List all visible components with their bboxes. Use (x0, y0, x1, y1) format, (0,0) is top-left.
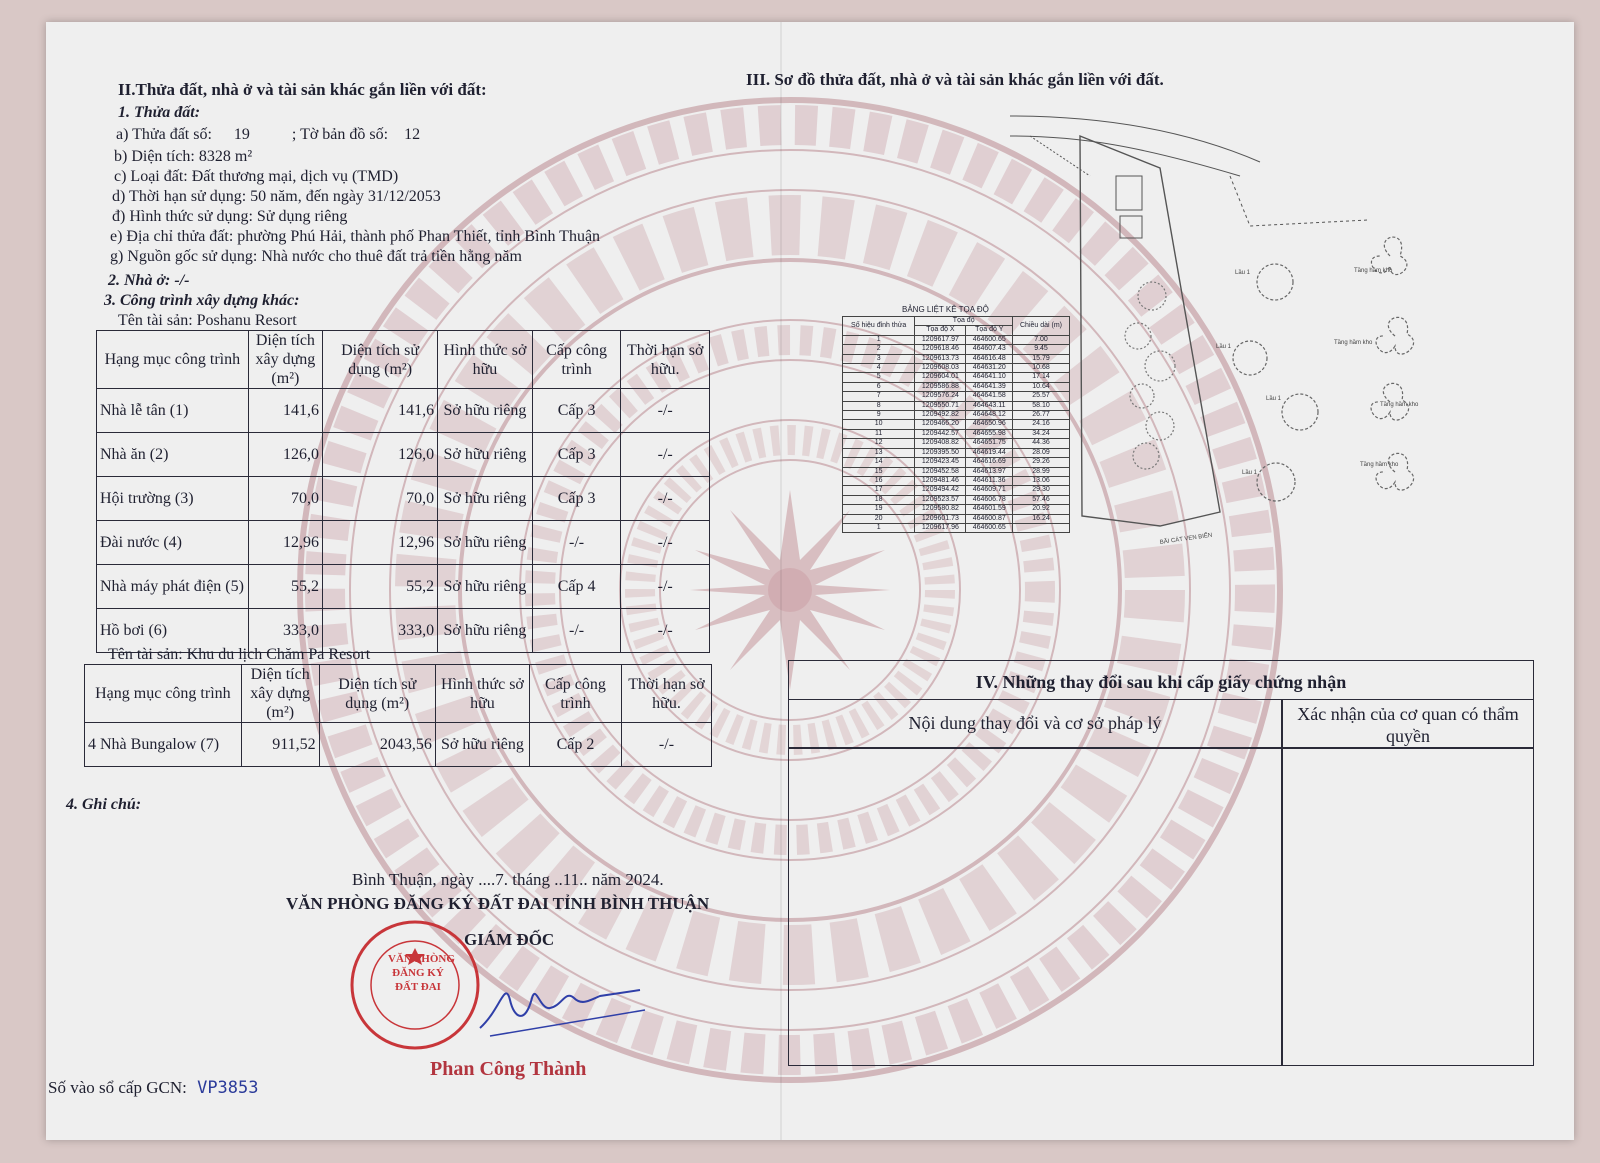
signer-name: Phan Công Thành (430, 1058, 587, 1080)
coord-header-y: Tọa độ Y (966, 326, 1013, 335)
stamp-center-text: VĂN PHÒNG ĐĂNG KÝ ĐẤT ĐAI (388, 953, 455, 993)
header-cell: Cấp công trình (532, 331, 621, 389)
table-row: Nhà máy phát điện (5) 55,2 55,2 Sở hữu riêng Cấp 4 -/- (97, 565, 710, 609)
table-row: 11 1209442.57 464655.98 34.24 (843, 429, 1070, 438)
handwritten-signature (470, 970, 650, 1040)
map-label-tang-ham: Tầng hầm kho (1380, 402, 1419, 408)
coord-header-length: Chiều dài (m) (1013, 317, 1070, 336)
table-row: 1 1209617.97 464600.65 7.00 (843, 335, 1070, 344)
map-label-tang-ham: Tầng hầm kho (1360, 462, 1399, 468)
term-line: d) Thời hạn sử dụng: 50 năm, đến ngày 31/12/2053 (112, 188, 441, 205)
table-row: 5 1209604.01 464641.10 17.14 (843, 373, 1070, 382)
header-cell: Thời hạn sở hữu. (621, 331, 710, 389)
changes-col-divider (1281, 699, 1283, 1065)
table-row: 17 1209494.42 464609.71 29.30 (843, 486, 1070, 495)
header-cell: Diện tích sử dụng (m²) (319, 665, 435, 723)
parcel-number: 19 (233, 126, 250, 143)
changes-col1-header: Nội dung thay đổi và cơ sở pháp lý (908, 713, 1162, 733)
land-type-line: c) Loại đất: Đất thương mại, dịch vụ (TMD) (114, 168, 399, 185)
address-line: e) Địa chỉ thửa đất: phường Phú Hải, thành phố Phan Thiết, tỉnh Bình Thuận (110, 228, 601, 245)
office-name: VĂN PHÒNG ĐĂNG KÝ ĐẤT ĐAI TỈNH BÌNH THUẬN (286, 894, 710, 913)
table-row: 10 1209466.20 464650.96 24.16 (843, 420, 1070, 429)
table-row: 19 1209580.82 464601.59 20.92 (843, 505, 1070, 514)
header-cell: Diện tích xây dựng (m²) (248, 331, 322, 389)
section-iii-title: III. Sơ đồ thửa đất, nhà ở và tài sản khác gắn liền với đất. (746, 70, 1164, 89)
parcel-number-label: a) Thửa đất số: 19 ; Tờ bản đồ số: 12 (116, 126, 421, 143)
center-fold (780, 22, 782, 1140)
coord-header-point: Số hiệu đỉnh thửa (843, 317, 915, 336)
header-cell: Hình thức sở hữu (438, 331, 533, 389)
changes-table (788, 660, 1534, 1066)
area-line: b) Diện tích: 8328 m² (114, 148, 253, 165)
table-row: 12 1209408.82 464651.75 44.36 (843, 439, 1070, 448)
map-label-lau: Lầu 1 (1266, 396, 1282, 402)
road-line (1010, 116, 1260, 162)
changes-col2-header: Xác nhận của cơ quan có thẩm quyền (1297, 704, 1519, 746)
table-row: 3 1209613.73 464616.48 15.79 (843, 354, 1070, 363)
table-row: 4 1209608.03 464631.20 10.68 (843, 364, 1070, 373)
asset1-table (96, 330, 710, 653)
land-heading: 1. Thửa đất: (118, 104, 201, 121)
map-label-lau: Lầu 1 (1216, 344, 1232, 350)
asset2-table (84, 664, 712, 767)
header-cell: Hạng mục công trình (85, 665, 242, 723)
table-row: 1 1209617.96 464600.65 (843, 523, 1070, 532)
header-cell: Diện tích xây dựng (m²) (241, 665, 319, 723)
usage-form-line: đ) Hình thức sử dụng: Sử dụng riêng (112, 208, 348, 225)
map-label-tang-ham: Tầng hầm kho (1354, 268, 1393, 274)
map-label-beach: BÃI CÁT VEN BIỂN (1159, 532, 1213, 546)
origin-line: g) Nguồn gốc sử dụng: Nhà nước cho thuê đất trả tiền hằng năm (110, 248, 522, 265)
map-sheet-number: 12 (404, 126, 421, 143)
coord-header-x: Tọa độ X (915, 326, 966, 335)
works-heading: 3. Công trình xây dựng khác: (104, 292, 300, 309)
table-row: 9 1209492.82 464648.12 26.77 (843, 411, 1070, 420)
table-row: 7 1209576.24 464641.58 25.57 (843, 392, 1070, 401)
table-row: 18 1209523.57 464606.78 57.46 (843, 495, 1070, 504)
header-cell: Hình thức sở hữu (435, 665, 529, 723)
director-title: GIÁM ĐỐC (464, 930, 555, 949)
table-row: Nhà ăn (2) 126,0 126,0 Sở hữu riêng Cấp 3 -/- (97, 433, 710, 477)
map-label-lau: Lầu 1 (1242, 470, 1258, 476)
notes-heading: 4. Ghi chú: (66, 796, 142, 813)
serial-label: Số vào sổ cấp GCN: VP3853 (48, 1078, 259, 1098)
header-cell: Cấp công trình (529, 665, 621, 723)
table-row: Hội trường (3) 70,0 70,0 Sở hữu riêng Cấp 3 -/- (97, 477, 710, 521)
parcel-sketch (1000, 96, 1419, 566)
asset1-name: Tên tài sản: Poshanu Resort (118, 312, 297, 329)
sign-date: Bình Thuận, ngày ....7. tháng ..11.. năm 2024. (352, 870, 664, 889)
table-row: 15 1209452.58 464613.97 28.99 (843, 467, 1070, 476)
header-cell: Thời hạn sở hữu. (621, 665, 711, 723)
coord-header-group: Tọa độ (915, 317, 1013, 326)
table-row: Nhà lễ tân (1) 141,6 141,6 Sở hữu riêng Cấp 3 -/- (97, 389, 710, 433)
header-cell: Diện tích sử dụng (m²) (323, 331, 438, 389)
table-row: 20 1209601.73 464600.87 16.24 (843, 514, 1070, 523)
table-row: 6 1209586.88 464641.39 10.64 (843, 382, 1070, 391)
table-row: Đài nước (4) 12,96 12,96 Sở hữu riêng -/- -/- (97, 521, 710, 565)
map-label-tang-ham: Tầng hầm kho (1334, 340, 1373, 346)
section-ii-title: II.Thửa đất, nhà ở và tài sản khác gắn liền với đất: (118, 80, 487, 99)
table-row: 4 Nhà Bungalow (7) 911,52 2043,56 Sở hữu riêng Cấp 2 -/- (85, 723, 712, 767)
header-cell: Hạng mục công trình (97, 331, 249, 389)
changes-row-divider (789, 747, 1533, 749)
table-row: 13 1209395.50 464619.44 28.09 (843, 448, 1070, 457)
coord-table-title: BẢNG LIỆT KÊ TỌA ĐỘ (902, 305, 989, 314)
map-label-lau: Lầu 1 (1235, 270, 1251, 276)
table-row: Hồ bơi (6) 333,0 333,0 Sở hữu riêng -/- -/- (97, 609, 710, 653)
serial-value: VP3853 (197, 1078, 259, 1098)
house-line: 2. Nhà ở: -/- (108, 272, 190, 289)
table-row: 8 1209550.71 464643.11 58.10 (843, 401, 1070, 410)
table-row: 2 1209618.46 464607.43 9.45 (843, 345, 1070, 354)
changes-title: IV. Những thay đổi sau khi cấp giấy chứng nhận (789, 661, 1533, 700)
asset2-name: Tên tài sản: Khu du lịch Chăm Pa Resort (108, 646, 371, 663)
table-row: 16 1209481.46 464611.36 13.06 (843, 476, 1070, 485)
table-row: 14 1209423.45 464616.69 29.26 (843, 458, 1070, 467)
